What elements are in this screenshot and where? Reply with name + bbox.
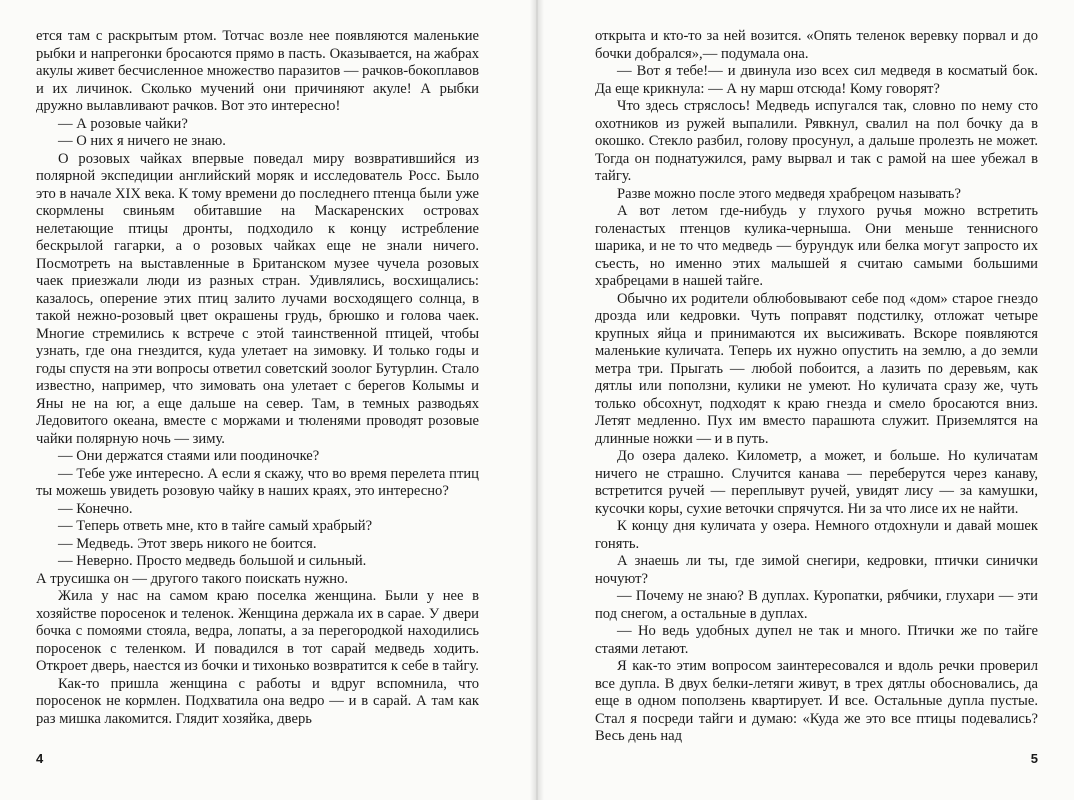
page-number: 5 bbox=[1030, 751, 1038, 766]
paragraph: Жила у нас на самом краю поселка женщина. Были у нее в хозяйстве поросенок и теленок. Женщина держала их в сарае. У двери бочка с помоями стояла, ведра, лопаты, а за перегородкой находились поросенок с теленком. И повадился в тот сарай медведь ходить. Откроет дверь, наестся из бочки и тихонько возвратится к себе в тайгу. bbox=[36, 588, 479, 674]
paragraph: — Но ведь удобных дупел не так и много. Птички же по тайге стаями летают. bbox=[595, 623, 1038, 657]
paragraph: Что здесь стряслось! Медведь испугался так, словно по нему сто охотников из ружей выпалили. Рявкнул, свалил на пол бочку да в окошко. Стекло разбил, голову просунул, а дальше пролезть не может. Тогда он поднатужился, раму вырвал и так с рамой на шее убежал в тайгу. bbox=[595, 98, 1038, 184]
paragraph: Разве можно после этого медведя храбрецом называть? bbox=[617, 185, 961, 202]
paragraph: — Неверно. Просто медведь большой и сильный. bbox=[58, 553, 367, 569]
paragraph: ется там с раскрытым ртом. Тотчас возле нее появляются маленькие рыбки и напрегонки бросаются прямо в пасть. Оказывается, на жабрах акулы живет бесчисленное множество паразитов — рачков-бокоплавов и их личинок. Сколько мучений они причиняют акуле! А рыбки дружно вылавливают рачков. Вот это интересно! bbox=[36, 28, 479, 114]
paragraph: — Конечно. bbox=[58, 500, 133, 517]
right-page bbox=[537, 0, 1074, 800]
paragraph: К концу дня куличата у озера. Немного отдохнули и давай мошек гонять. bbox=[595, 518, 1038, 552]
paragraph: — О них я ничего не знаю. bbox=[58, 133, 226, 149]
paragraph: О розовых чайках впервые поведал миру возвратившийся из полярной экспедиции английский моряк и исследователь Росс. Было это в начале XIX века. К тому времени до последнего птенца были уже скормлены свиньям обитавшие на Маскаренских островах нелетающие птицы дронты, подходило к концу истребление бескрылой гагарки, а о розовых чайках еще не знали ничего. Посмотреть на выставленные в Британском музее чучела розовых чаек приезжали люди из разных стран. Удивлялись, восхищались: казалось, оперение этих птиц залито лучами восходящего солнца, в такой нежно-розовый цвет окрашены грудь, брюшко и голова чаек. Многие стремились к встрече с этой таинственной птицей, чтобы узнать, где она гнездится, куда улетает на зимовку. И только годы и годы спустя на эти вопросы ответил советский зоолог Бутурлин. Стало известно, например, что зимовать она улетает с берегов Колымы и Яны не на юг, а еще дальше на север. Там, в темных разводьях Ледовитого океана, вместе с моржами и тюленями проводят розовые чайки полярную ночь — зиму. bbox=[36, 150, 479, 447]
paragraph: Я как-то этим вопросом заинтересовался и вдоль речки проверил все дупла. В двух белки-летяги живут, в трех дятлы обосновались, да еще в одном поползень квартирует. И все. Остальные дупла пустые. Стал я посреди тайги и думаю: «Куда же это все птицы подевались? Весь день над bbox=[595, 658, 1038, 744]
paragraph: — Теперь ответь мне, кто в тайге самый храбрый? bbox=[58, 518, 373, 534]
paragraph: А трусишка он — другого такого поискать нужно. bbox=[36, 570, 349, 587]
page-number: 4 bbox=[36, 751, 44, 766]
paragraph: — Тебе уже интересно. А если я скажу, что во время перелета птиц ты можешь увидеть розовую чайку в наших краях, это интересно? bbox=[36, 465, 479, 499]
paragraph: — Почему не знаю? В дуплах. Куропатки, рябчики, глухари — эти под снегом, а остальные в дуплах. bbox=[595, 588, 1038, 622]
right-page-text bbox=[595, 28, 1038, 746]
paragraph: открыта и кто-то за ней возится. «Опять теленок веревку порвал и до бочки добрался»,— подумала она. bbox=[595, 28, 1038, 62]
paragraph: До озера далеко. Километр, а может, и больше. Но куличатам ничего не страшно. Случится канава — переберутся через канаву, встретится ручей — переплывут ручей, увидят лису — за камушки, кусочки коры, сухие веточки спрячутся. Ни за что лисе их не найти. bbox=[595, 448, 1038, 517]
paragraph: А знаешь ли ты, где зимой снегири, кедровки, птички синички ночуют? bbox=[595, 553, 1038, 587]
left-page-text bbox=[36, 28, 479, 728]
paragraph: — Они держатся стаями или поодиночке? bbox=[58, 448, 320, 464]
paragraph: — Вот я тебе!— и двинула изо всех сил медведя в косматый бок. Да еще крикнула: — А ну марш отсюда! Кому говорят? bbox=[595, 63, 1038, 97]
paragraph: Обычно их родители облюбовывают себе под «дом» старое гнездо дрозда или кедровки. Чуть поправят подстилку, отложат четыре крупных яйца и принимаются их высиживать. Вскоре появляются маленькие куличата. Теперь их нужно опустить на землю, а до земли метра три. Прыгать — любой побоится, а лазить по деревьям, как дятлы или поползни, кулики не умеют. Но куличата сразу же, чуть только обсохнут, подходят к краю гнезда и смело бросаются вниз. Летят медленно. Пух им вместо парашюта служит. Приземлятся на длинные ножки — и в путь. bbox=[595, 290, 1038, 447]
paragraph: — А розовые чайки? bbox=[58, 115, 188, 132]
paragraph: — Медведь. Этот зверь никого не боится. bbox=[58, 535, 317, 552]
paragraph: Как-то пришла женщина с работы и вдруг вспомнила, что поросенок не кормлен. Подхватила она ведро — и в сарай. А там как раз мишка лакомится. Глядит хозяйка, дверь bbox=[36, 675, 479, 727]
paragraph: А вот летом где-нибудь у глухого ручья можно встретить голенастых птенцов кулика-черныша. Они меньше теннисного шарика, и не то что медведь — бурундук или белка могут запросто их съесть, но именно этих малышей я считаю самыми большими храбрецами в нашей тайге. bbox=[595, 203, 1038, 289]
